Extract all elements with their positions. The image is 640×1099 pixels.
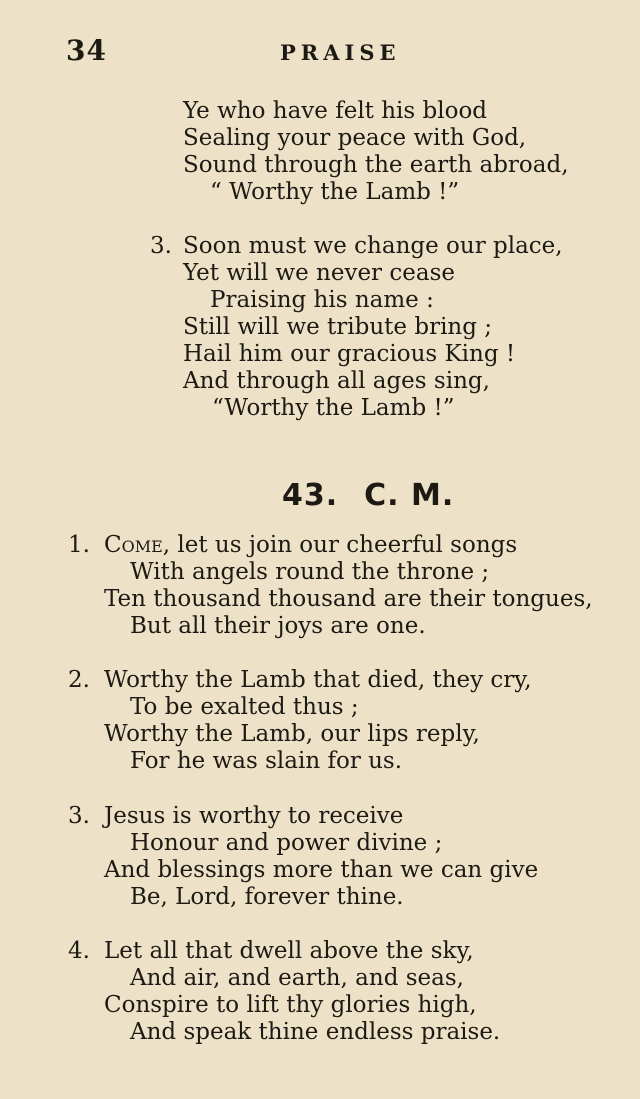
verse-line: Soon must we change our place,	[183, 233, 563, 259]
stanza-line: With angels round the throne ;	[130, 559, 490, 585]
verse-line: Yet will we never cease	[183, 260, 455, 286]
stanza-line: But all their joys are one.	[130, 613, 426, 639]
hymn-number: 43.	[282, 478, 339, 513]
running-title: PRAISE	[280, 40, 401, 65]
verse-line: And through all ages sing,	[183, 368, 490, 394]
page-number: 34	[66, 34, 107, 67]
stanza-line: Jesus is worthy to receive	[104, 803, 404, 829]
verse-line: Sealing your peace with God,	[183, 125, 527, 151]
verse-line: Still will we tribute bring ;	[183, 314, 493, 340]
hymn-heading	[282, 478, 454, 513]
stanza-line: Honour and power divine ;	[130, 830, 443, 856]
verse-line: Sound through the earth abroad,	[183, 152, 569, 178]
stanza-line: To be exalted thus ;	[130, 694, 359, 720]
stanza-line	[104, 532, 517, 559]
verse-line: “Worthy the Lamb !”	[212, 395, 455, 421]
stanza-line: Let all that dwell above the sky,	[104, 938, 474, 964]
verse-line: Hail him our gracious King !	[183, 341, 516, 367]
stanza-line: Be, Lord, forever thine.	[130, 884, 404, 910]
stanza-line: Conspire to lift thy glories high,	[104, 992, 477, 1018]
stanza-number: 1.	[68, 532, 90, 558]
stanza-line: For he was slain for us.	[130, 748, 403, 774]
stanza-line: And speak thine endless praise.	[130, 1019, 501, 1045]
stanza-line: Ten thousand thousand are their tongues,	[104, 586, 593, 612]
stanza-number: 4.	[68, 938, 90, 964]
verse-line: Praising his name :	[210, 287, 434, 313]
verse-number: 3.	[150, 233, 172, 259]
verse-line: “ Worthy the Lamb !”	[210, 179, 460, 205]
stanza-number: 3.	[68, 803, 90, 829]
stanza-line: And air, and earth, and seas,	[130, 965, 464, 991]
stanza-line: Worthy the Lamb, our lips reply,	[104, 721, 480, 747]
stanza-line: Worthy the Lamb that died, they cry,	[104, 667, 532, 693]
stanza-line: And blessings more than we can give	[104, 857, 539, 883]
stanza-number: 2.	[68, 667, 90, 693]
opening-line-rest: let us join our cheerful songs	[170, 532, 518, 558]
hymn-meter: C. M.	[364, 478, 455, 513]
verse-line: Ye who have felt his blood	[183, 98, 488, 124]
opening-word: Come,	[104, 532, 171, 558]
